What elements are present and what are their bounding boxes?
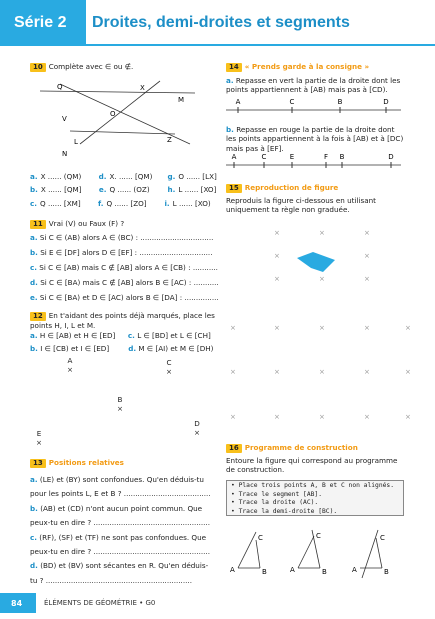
- ex11-item: b. Si E ∈ [DF] alors D ∈ [EF] : ................................: [30, 247, 213, 257]
- svg-text:A: A: [352, 566, 357, 574]
- ex12-point-A: A ×: [67, 356, 74, 375]
- svg-text:F: F: [323, 153, 329, 161]
- page-title: Droites, demi-droites et segments: [92, 14, 350, 31]
- point-O: O: [110, 110, 116, 118]
- ex13-heading: 13 Positions relatives: [30, 458, 124, 468]
- point-X: X: [140, 84, 145, 92]
- serie-label: Série 2: [0, 0, 86, 46]
- svg-text:C: C: [316, 532, 321, 540]
- ex11-item: e. Si C ∈ [BA) et D ∈ [AC) alors B ∈ [DA] : ...............: [30, 292, 219, 302]
- ex11-item: a. Si C ∈ (AB) alors A ∈ (BC) : ................................: [30, 233, 214, 242]
- ex16-text: Entoure la figure qui correspond au programme de construction.: [226, 456, 398, 475]
- svg-text:C: C: [380, 534, 385, 542]
- ex10-row: c. Q ...... [XM] f. Q ...... [ZO] i. L ...... [XO): [30, 198, 211, 208]
- footer-text: ÉLÉMENTS DE GÉOMÉTRIE • G0: [44, 599, 156, 607]
- point-N: N: [62, 150, 68, 158]
- svg-text:B: B: [337, 98, 343, 106]
- svg-text:B: B: [384, 568, 389, 576]
- ex14-line2: [226, 153, 406, 173]
- svg-text:D: D: [383, 98, 389, 106]
- ex10-instruction: Complète avec ∈ ou ∉.: [48, 62, 134, 71]
- svg-text:B: B: [322, 568, 327, 576]
- ex14-a: a. Repasse en vert la partie de la droite dont les points appartiennent à [AB) mais pas à [CD).: [226, 76, 401, 95]
- header-rule: [86, 44, 435, 46]
- svg-text:B: B: [262, 568, 267, 576]
- ex14-heading: 14 « Prends garde à la consigne »: [226, 62, 369, 72]
- ex11-item: d. Si C ∈ [BA) mais C ∉ [AB] alors B ∈ [AC) : ...........: [30, 277, 219, 287]
- ex12-point-D: D ×: [194, 419, 201, 438]
- page-header: [0, 0, 435, 46]
- point-L: L: [74, 138, 78, 146]
- ex11-item: c. Si C ∈ [AB) mais C ∉ [AB] alors A ∈ [CB) : ...........: [30, 262, 218, 272]
- ex13-text: a. (LE) et (BY) sont confondues. Qu'en déduis-tu pour les points L, E et B ? ...................................... b. (AB) et (CD) n'ont aucun point commun. Que peux-tu en dire ? ................................................... c. (RF), (SF) et (TF) ne sont pas confondues. Que peux-tu en dire ? ................................................... d. (BD) et (BV) sont sécantes en R. Qu'en déduis- tu ? ................................................................: [30, 475, 211, 585]
- svg-text:E: E: [289, 153, 295, 161]
- ex16-program: • Place trois points A, B et C non alignés. • Trace le segment [AB]. • Trace la droite (AC). • Trace la demi-droite [BC).: [226, 480, 404, 516]
- ex10-number: 10: [30, 63, 46, 72]
- ex12-point-B: B ×: [117, 395, 124, 414]
- ex16-figures: [226, 528, 406, 582]
- point-V: V: [62, 115, 67, 123]
- ex12-heading: 12 En t'aidant des points déjà marqués, place les points H, I, L et M.: [30, 311, 215, 331]
- svg-text:C: C: [289, 98, 295, 106]
- ex10-row: b. X ...... [QM] e. Q ...... (OZ) h. L ...... [XO]: [30, 185, 217, 195]
- ex12-row: a. H ∈ [AB) et H ∈ [ED] c. L ∈ [BD] et L ∈ [CH]: [30, 331, 211, 340]
- ex12-point-E: E ×: [36, 429, 43, 448]
- ex15-text: Reproduis la figure ci-dessous en utilisant uniquement ta règle non graduée.: [226, 196, 376, 215]
- ex14-line1: [226, 98, 406, 118]
- svg-text:A: A: [290, 566, 295, 574]
- ex15-shape: [295, 250, 340, 275]
- ex15-heading: 15 Reproduction de figure: [226, 183, 338, 193]
- ex11-list: [30, 233, 220, 302]
- page-number: 84: [0, 593, 36, 613]
- ex10-heading: [30, 62, 133, 72]
- svg-text:A: A: [235, 98, 241, 106]
- ex11-heading: 11 Vrai (V) ou Faux (F) ?: [30, 219, 124, 229]
- point-Z: Z: [167, 136, 172, 144]
- ex10-row: a. X ...... (QM) d. X. ...... [QM) g. O ...... [LX]: [30, 172, 217, 181]
- svg-text:C: C: [261, 153, 267, 161]
- ex10-figure: [30, 76, 220, 166]
- svg-text:B: B: [339, 153, 345, 161]
- ex12-row: b. I ∈ [CB) et I ∈ [ED] d. M ∈ [AI) et M ∈ [DH): [30, 344, 214, 354]
- ex12-items: [30, 331, 220, 354]
- point-Q: Q: [57, 83, 63, 91]
- ex12-point-C: C ×: [166, 358, 173, 377]
- ex10-grid: [30, 172, 220, 208]
- svg-text:D: D: [388, 153, 394, 161]
- svg-text:A: A: [230, 566, 235, 574]
- svg-text:A: A: [231, 153, 237, 161]
- ex16-heading: 16 Programme de construction: [226, 443, 358, 453]
- ex14-b: b. Repasse en rouge la partie de la droite dont les points appartiennent à la fois à [AB) et à [DC) mais pas à [EF].: [226, 125, 404, 153]
- svg-text:C: C: [258, 534, 263, 542]
- point-M: M: [178, 96, 185, 104]
